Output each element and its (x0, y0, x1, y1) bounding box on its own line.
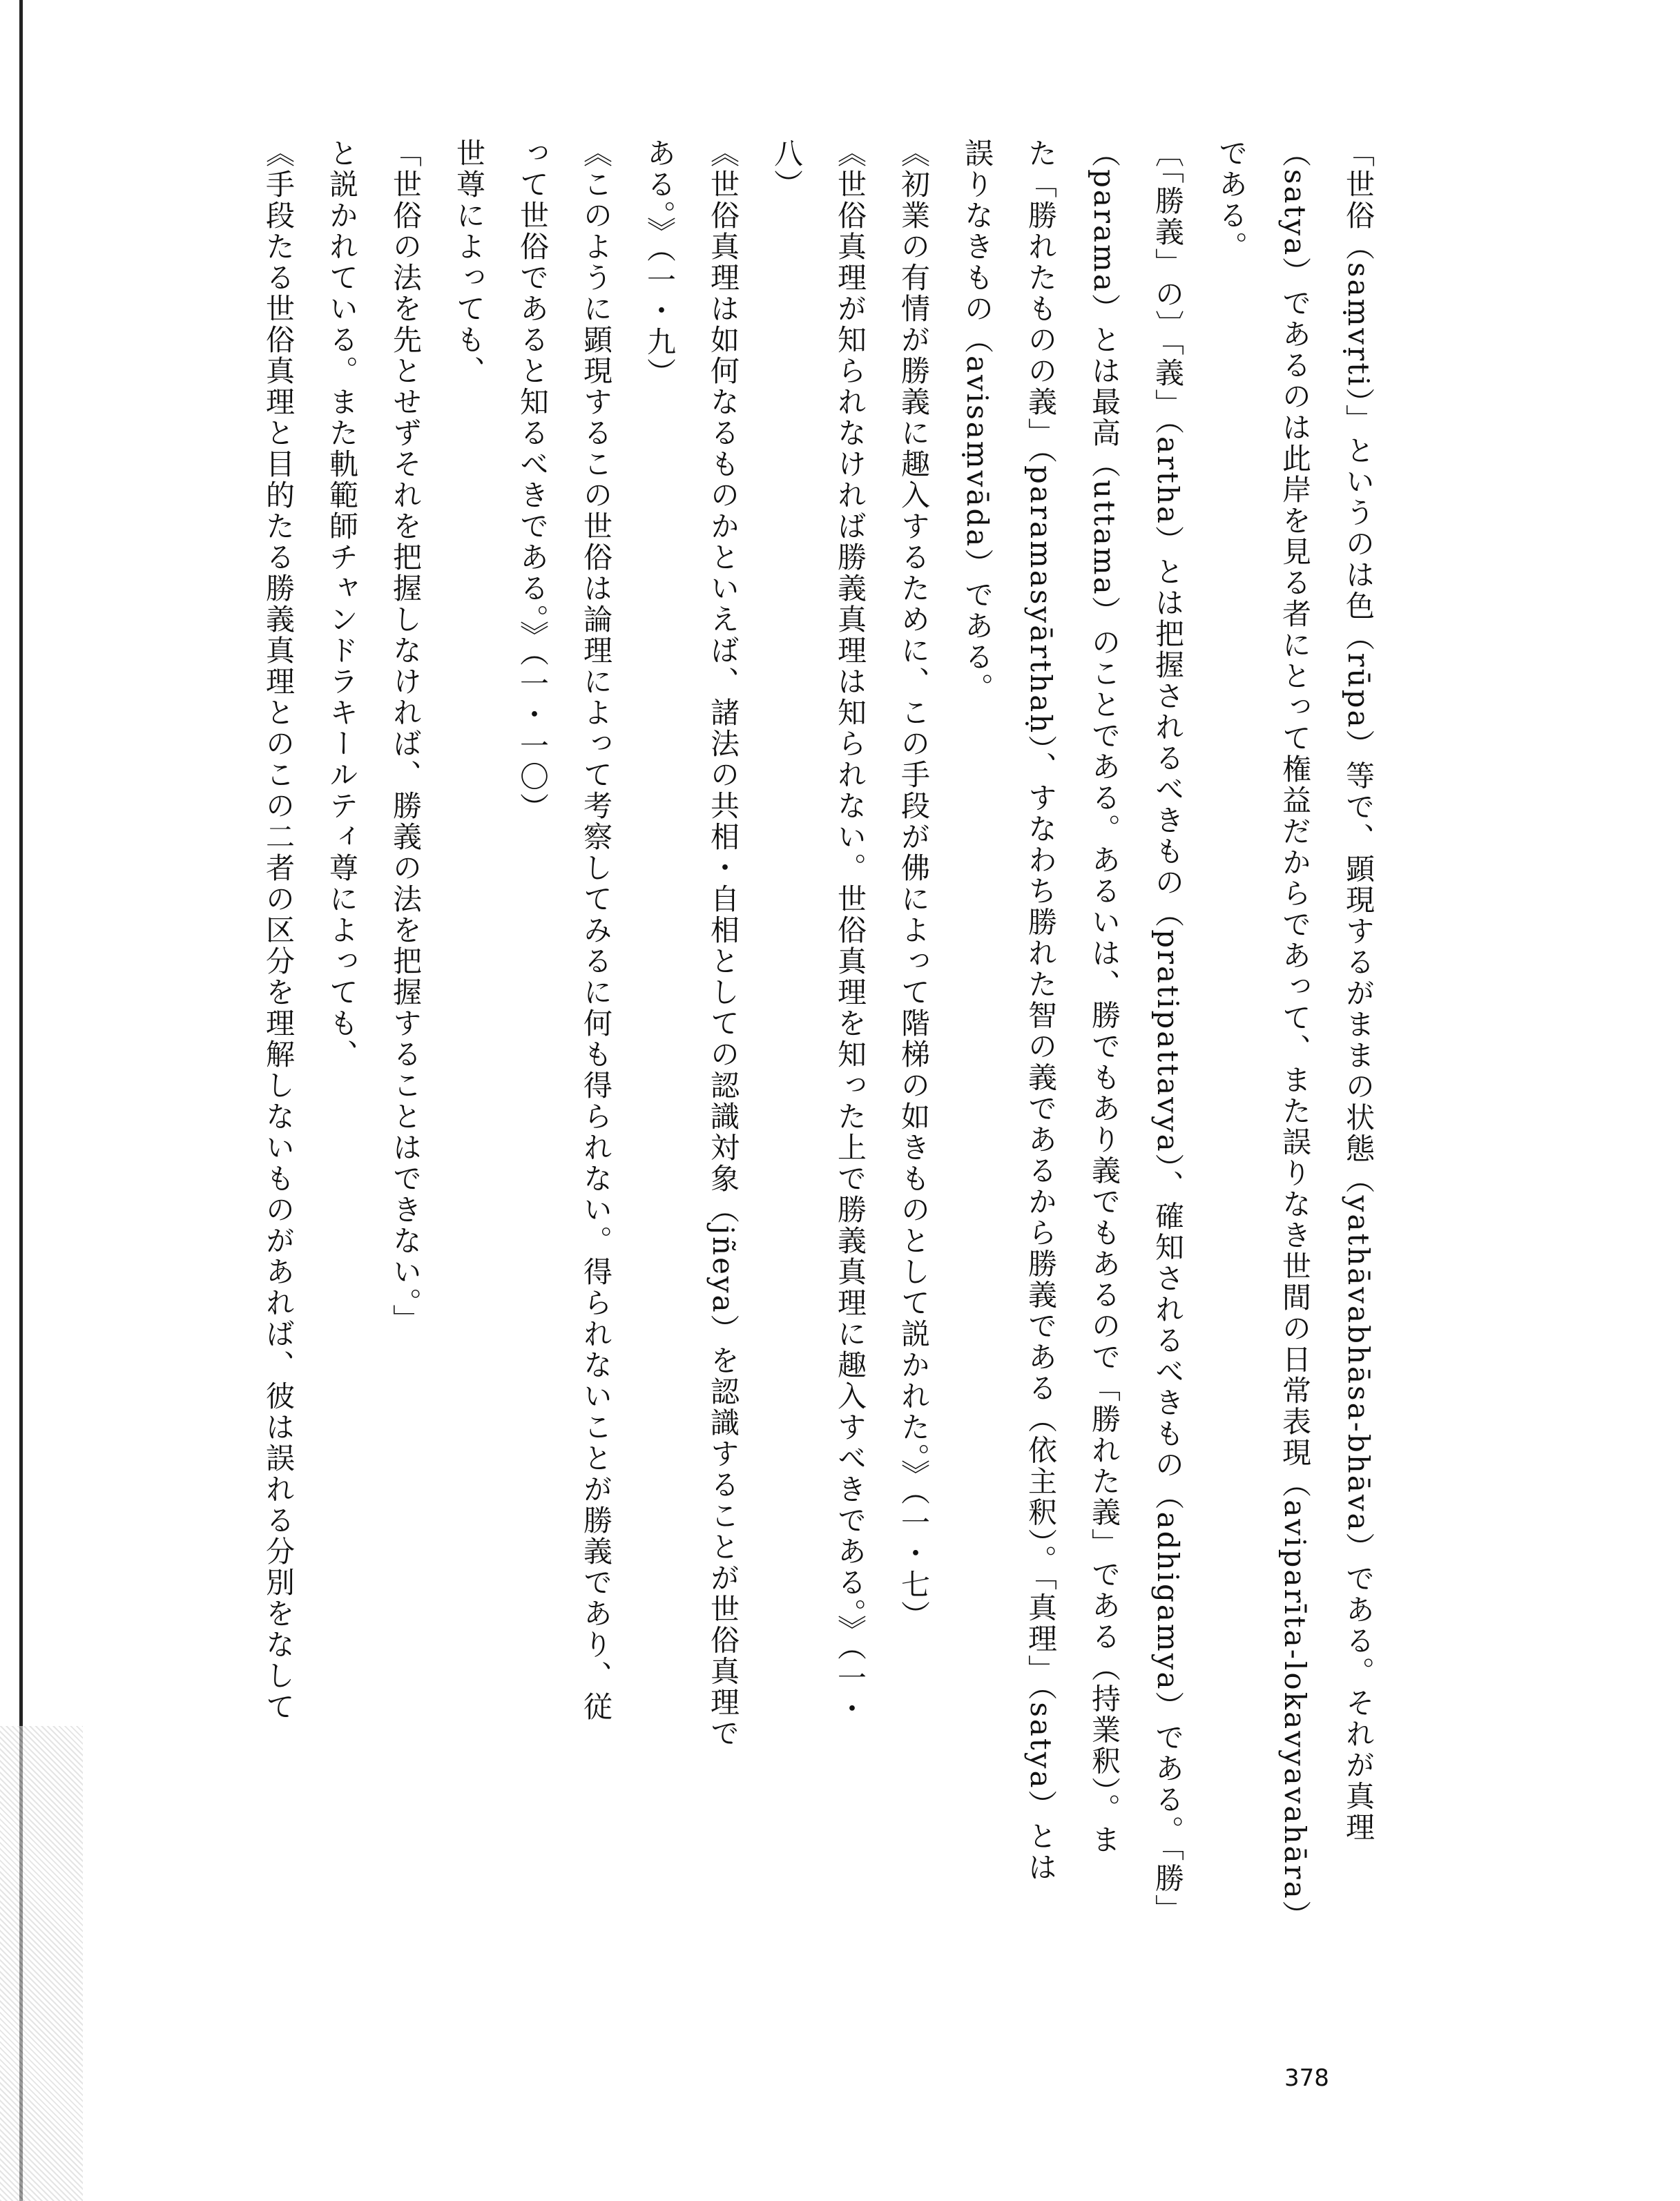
text-line: である。 (1215, 138, 1248, 262)
text-line: （parama）とは最高（uttama）のことである。あるいは、勝でもあり義でもあるので「勝れた義」である（持業釈）。ま (1088, 138, 1121, 1856)
text-line: 八） (770, 138, 804, 200)
text-line: と説かれている。また軌範師チャンドラキールティ尊によっても、 (325, 138, 359, 1070)
text-line: 《世俗真理が知られなければ勝義真理は知られない。世俗真理を知った上で勝義真理に趣入すべきである。》（一・ (833, 138, 867, 1725)
text-line: 誤りなきもの（avisaṃvāda）である。 (960, 138, 994, 704)
text-line: 《世俗真理は如何なるものかといえば、諸法の共相・自相としての認識対象（jñeya）を認識することが世俗真理で (706, 138, 740, 1749)
text-line: 「世俗の法を先とせずそれを把握しなければ、勝義の法を把握することはできない。」 (389, 138, 423, 1335)
text-line: た「勝れたものの義」（paramasyārthaḥ）、すなわち勝れた智の義であるから勝義である（依主釈）。「真理」（satya）とは (1024, 138, 1058, 1883)
text-line: ある。》（一・九） (643, 138, 677, 389)
vertical-body-text (216, 138, 1390, 1975)
scan-noise (0, 1726, 83, 2201)
text-line: 〔「勝義」の〕「義」（artha）とは把握されるべきもの（pratipattavya）、確知されるべきもの（adhigamya）である。「勝」 (1151, 138, 1185, 1926)
text-line: 《初業の有情が勝義に趣入するために、この手段が佛によって階梯の如きものとして説かれた。》（一・七） (897, 138, 931, 1631)
text-line: 《このように顕現するこの世俗は論理によって考察してみるに何も得られない。得られないことが勝義であり、従 (579, 138, 613, 1723)
text-line: （satya）であるのは此岸を見る者にとって権益だからであって、また誤りなき世間の日常表現（aviparīta-lokavyavahāra） (1278, 138, 1312, 1932)
text-line: 世尊によっても、 (452, 138, 486, 387)
text-line: って世俗であると知るべきである。》（一・一〇） (516, 138, 550, 824)
text-line: 「世俗（saṃvṛti）」というのは色（rūpa）等で、顕現するがままの状態（yathāvabhāsa-bhāva）である。それが真理 (1342, 138, 1375, 1843)
page-number: 378 (1284, 2064, 1329, 2092)
text-line: 《手段たる世俗真理と目的たる勝義真理とのこの二者の区分を理解しないものがあれば、彼は誤れる分別をなして (262, 138, 296, 1723)
